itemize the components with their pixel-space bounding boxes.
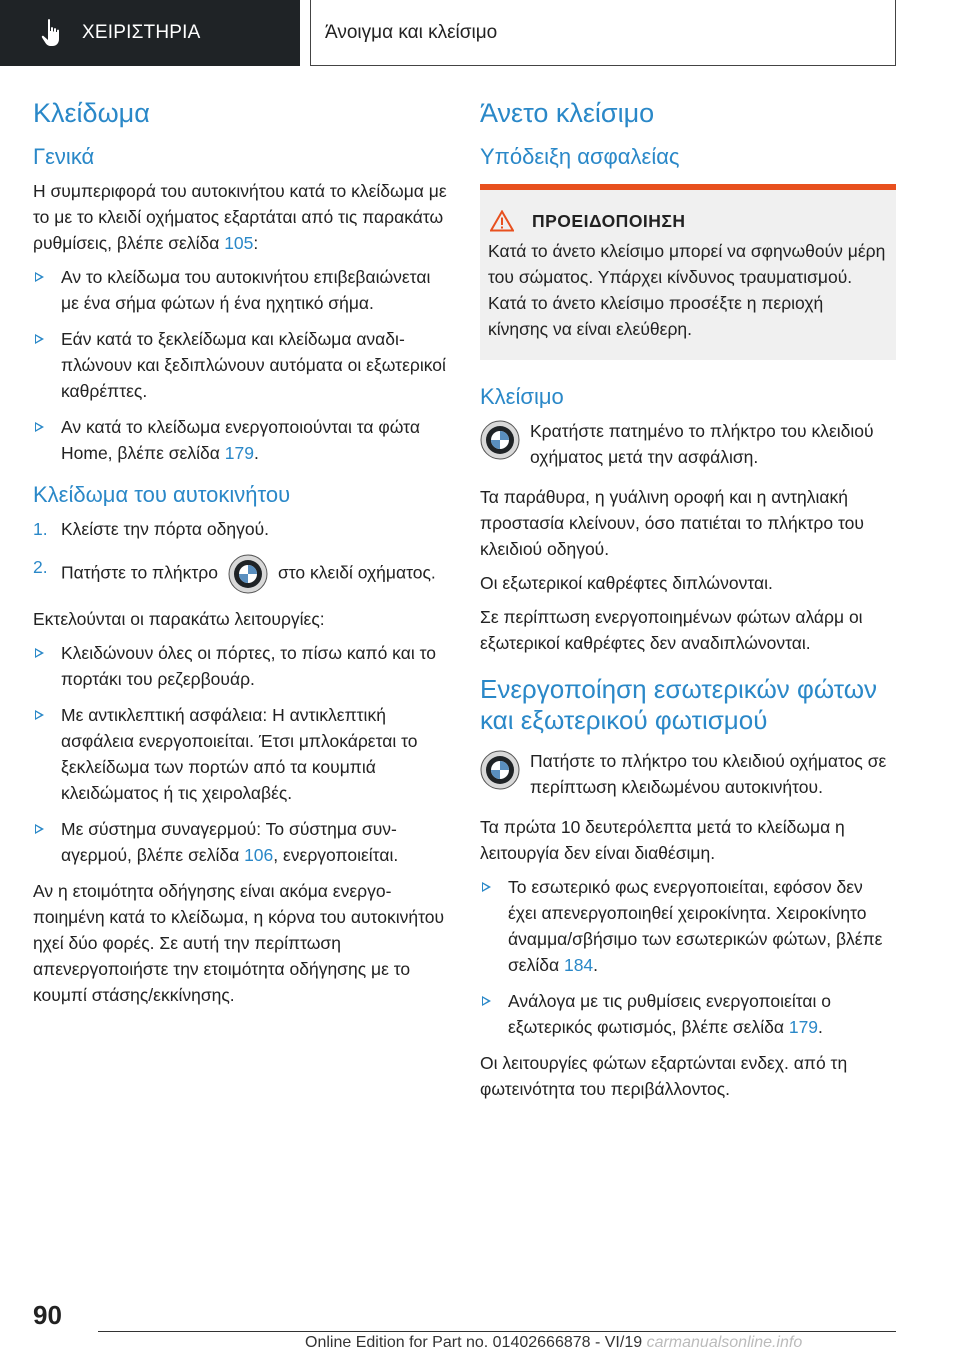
warning-text: Κατά το άνετο κλείσιμο μπορεί να σφηνωθούν μέρη του σώματος. Υπάρχει κίνδυνος τραυματισμού. Κατά το άνετο κλείσιμο προσέξτε η περιοχή κίνησης να είναι ελεύθερη. bbox=[488, 241, 886, 339]
page-header bbox=[0, 0, 960, 66]
chapter-tab[interactable] bbox=[310, 0, 896, 66]
list-item: Ανάλογα με τις ρυθμίσεις ενεργοποιείται ο εξωτερικός φωτισμός, βλέπε σελίδα 179. bbox=[480, 988, 896, 1040]
section-tab[interactable] bbox=[0, 0, 300, 66]
list-item: Το εσωτερικό φως ενεργοποιείται, εφόσον δεν έχει απενεργοποιηθεί χειροκίνητα. Χειροκίνητο άναμμα/σβήσιμο των εσωτερικών φώτων, βλέπε σελίδα 184. bbox=[480, 874, 896, 978]
triangle-bullet-icon bbox=[35, 710, 44, 720]
watermark: carmanualsonline.info bbox=[646, 1334, 803, 1351]
triangle-bullet-icon bbox=[35, 422, 44, 432]
section-label: ΧΕΙΡΙΣΤΗΡΙΑ bbox=[82, 22, 201, 43]
left-column bbox=[33, 96, 447, 1016]
lights-para-1: Τα πρώτα 10 δευτερόλεπτα μετά το κλείδωμα η λειτουργία δεν είναι διαθέσιμη. bbox=[480, 817, 845, 863]
chapter-label: Άνοιγμα και κλείσιμο bbox=[325, 21, 498, 43]
lights-heading: Ενεργοποίηση εσωτερικών φώτων και εξωτερικού φωτισμού bbox=[480, 674, 878, 735]
triangle-bullet-icon bbox=[35, 334, 44, 344]
page-ref-link[interactable]: 184 bbox=[563, 955, 594, 975]
locking-title: Κλείδωμα bbox=[33, 98, 150, 128]
page-number: 90 bbox=[33, 1300, 62, 1330]
triangle-bullet-icon bbox=[482, 882, 491, 892]
list-item: Κλειδώνουν όλες οι πόρτες, το πίσω καπό και το πορτάκι του ρεζερβουάρ. bbox=[33, 640, 447, 692]
step-item: 1. Κλείστε την πόρτα οδηγού. bbox=[33, 519, 270, 539]
closing-button-row bbox=[480, 418, 896, 470]
lights-button-row bbox=[480, 748, 896, 800]
safety-heading: Υπόδειξη ασφαλείας bbox=[480, 144, 680, 169]
closing-heading: Κλείσιμο bbox=[480, 384, 564, 409]
functions-intro: Εκτελούνται οι παρακάτω λειτουργίες: bbox=[33, 609, 325, 629]
triangle-bullet-icon bbox=[35, 648, 44, 658]
page-ref-link[interactable]: 179 bbox=[788, 1017, 819, 1037]
footer-divider bbox=[98, 1331, 896, 1332]
warning-box bbox=[480, 184, 896, 360]
list-item: Με αντικλεπτική ασφάλεια: Η αντικλεπτική ασφάλεια ενεργοποιείται. Έτσι μπλοκάρεται το ξεκλείδωμα των πορτών από τα κουμπιά κλειδώματος ή τις χειρολαβές. bbox=[33, 702, 447, 806]
hand-pointer-icon bbox=[40, 18, 64, 48]
lights-bullets bbox=[480, 874, 896, 1040]
car-lock-bullets bbox=[33, 640, 447, 868]
list-item: Αν κατά το κλείδωμα ενεργοποιούνται τα φώτα Home, βλέπε σελίδα 179. bbox=[33, 414, 447, 466]
comfort-close-title: Άνετο κλείσιμο bbox=[480, 98, 655, 128]
car-lock-closing: Αν η ετοιμότητα οδήγησης είναι ακόμα ενεργοποιημένη κατά το κλείδωμα, η κόρνα του αυτοκινήτου ηχεί δύο φορές. Σε αυτή την περίπτωση απενεργοποιήστε την ετοιμότητα οδήγησης με το κουμπί στάσης/εκκίνησης. bbox=[33, 881, 445, 1005]
warning-title: ΠΡΟΕΙΔΟΠΟΙΗΣΗ bbox=[532, 210, 686, 231]
closing-para-2: Οι εξωτερικοί καθρέφτες διπλώνονται. bbox=[480, 573, 773, 593]
general-intro: Η συμπεριφορά του αυτοκινήτου κατά το κλείδωμα με το με το κλειδί οχήματος εξαρτάται από τις παρακάτω ρυθμίσεις, βλέπε σελίδα 105: bbox=[33, 181, 447, 253]
page-ref-link[interactable]: 105 bbox=[224, 233, 254, 253]
general-bullets bbox=[33, 264, 447, 466]
list-item: Με σύστημα συναγερμού: Το σύστημα συναγερμού, βλέπε σελίδα 106, ενεργοποιείται. bbox=[33, 816, 447, 868]
list-item: Αν το κλείδωμα του αυτοκινήτου επιβεβαιώνεται με ένα σήμα φώτων ή ένα ηχητικό σήμα. bbox=[33, 264, 447, 316]
page-ref-link[interactable]: 106 bbox=[244, 845, 274, 865]
warning-triangle-icon bbox=[490, 210, 514, 232]
bmw-key-button-icon bbox=[228, 554, 268, 594]
step-item: 2. Πατήστε το πλήκτρο στο κλειδί οχήματος. bbox=[33, 554, 447, 594]
bmw-key-button-icon bbox=[480, 750, 520, 790]
footer-edition: Online Edition for Part no. 01402666878 - VI/19 carmanualsonline.info bbox=[305, 1334, 803, 1351]
triangle-bullet-icon bbox=[482, 996, 491, 1006]
triangle-bullet-icon bbox=[35, 272, 44, 282]
closing-para-3: Σε περίπτωση ενεργοποιημένων φώτων αλάρμ οι εξωτερικοί καθρέφτες δεν αναδιπλώνονται. bbox=[480, 607, 863, 653]
right-column bbox=[480, 96, 896, 1110]
general-heading: Γενικά bbox=[33, 144, 95, 169]
closing-para-1: Τα παράθυρα, η γυάλινη οροφή και η αντηλιακή προστασία κλείνουν, όσο πατιέται το πλήκτρο του κλειδιού οδηγού. bbox=[480, 487, 864, 559]
lights-para-2: Οι λειτουργίες φώτων εξαρτώνται ενδεχ. από τη φωτεινότητα του περιβάλλοντος. bbox=[480, 1053, 848, 1099]
bmw-key-button-icon bbox=[480, 420, 520, 460]
lights-button-text: Πατήστε το πλήκτρο του κλειδιού οχήματος σε περίπτωση κλειδωμένου αυτοκινήτου. bbox=[530, 751, 887, 797]
list-item: Εάν κατά το ξεκλείδωμα και κλείδωμα αναδιπλώνουν και ξεδιπλώνουν αυτόματα οι εξωτερικοί καθρέπτες. bbox=[33, 326, 447, 404]
triangle-bullet-icon bbox=[35, 824, 44, 834]
page-ref-link[interactable]: 179 bbox=[224, 443, 254, 463]
car-lock-steps bbox=[33, 516, 447, 594]
car-lock-heading: Κλείδωμα του αυτοκινήτου bbox=[33, 482, 291, 507]
closing-button-text: Κρατήστε πατημένο το πλήκτρο του κλειδιού οχήματος μετά την ασφάλιση. bbox=[530, 421, 874, 467]
